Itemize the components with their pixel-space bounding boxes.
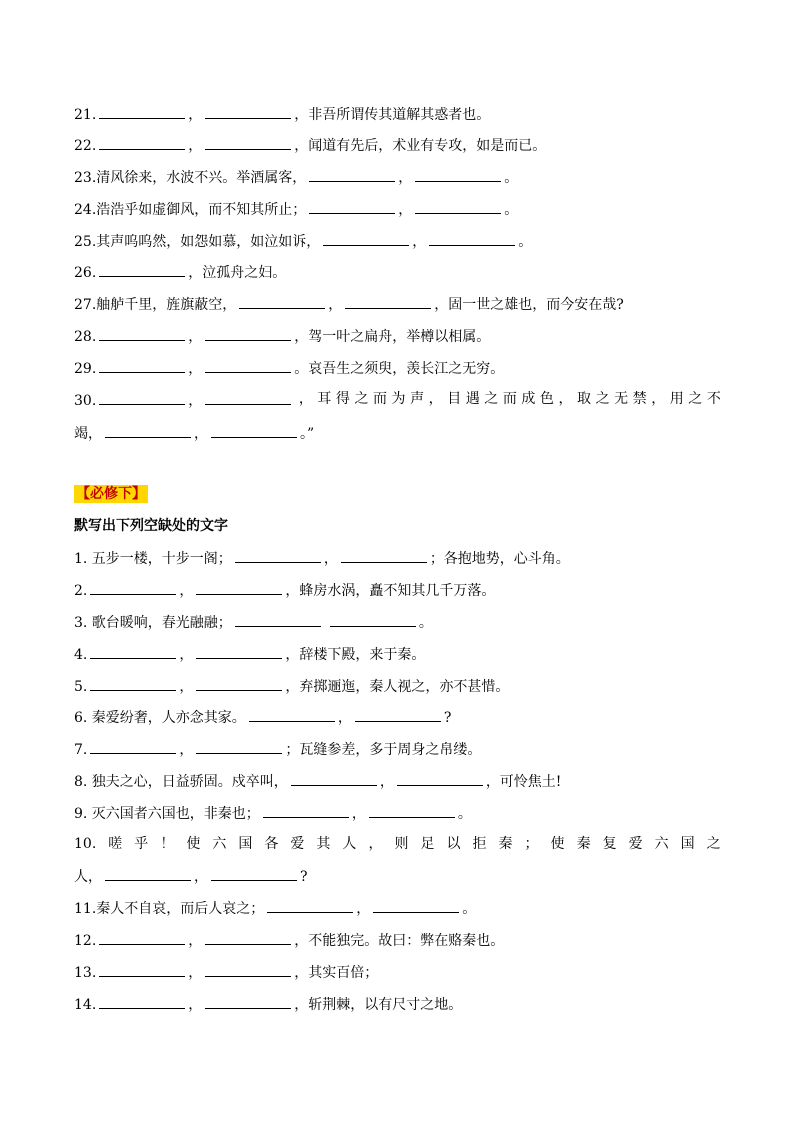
char: 乎: [134, 836, 149, 852]
blank-field[interactable]: [415, 199, 501, 214]
separator: ，: [323, 551, 338, 567]
blank-field[interactable]: [345, 294, 431, 309]
separator: ，: [188, 997, 203, 1013]
question-text: 竭，: [74, 426, 102, 442]
question-text: 人，: [74, 869, 102, 885]
char: 拒: [472, 836, 487, 852]
question-22: [74, 135, 546, 155]
char: 国: [238, 836, 253, 852]
blank-field[interactable]: [330, 612, 416, 627]
blank-field[interactable]: [239, 294, 325, 309]
char: 秦: [498, 836, 513, 852]
question-text: 23.清风徐来，水波不兴。举酒属客，: [74, 170, 307, 186]
char: 为: [391, 391, 406, 407]
question-9: [74, 803, 472, 823]
char: 人: [342, 836, 357, 852]
separator: ，: [328, 297, 343, 313]
separator: ，: [188, 329, 203, 345]
char: 各: [264, 836, 279, 852]
separator: ，: [194, 426, 208, 442]
question-text: 。哀吾生之须臾，羡长江之无穷。: [294, 361, 505, 377]
blank-field[interactable]: [249, 707, 335, 722]
char: 取: [577, 391, 592, 407]
question-3: [74, 612, 433, 632]
separator: ，: [188, 965, 203, 981]
separator: ，: [194, 869, 208, 885]
blank-field[interactable]: [429, 231, 515, 246]
blank-field[interactable]: [341, 548, 427, 563]
separator: ，: [179, 647, 194, 663]
char: 得: [335, 391, 350, 407]
char: 色: [539, 391, 554, 407]
question-text: ，可怜焦土!: [485, 774, 562, 790]
blank-field[interactable]: [267, 898, 353, 913]
blank-field[interactable]: [90, 580, 176, 595]
question-text: ，不能独完。故曰：弊在赂秦也。: [294, 933, 505, 949]
char: 不: [706, 391, 721, 407]
blank-field[interactable]: [99, 326, 185, 341]
char: 之: [354, 391, 369, 407]
char: 无: [614, 391, 629, 407]
blank-field[interactable]: [205, 962, 291, 977]
char: 使: [550, 836, 565, 852]
question-text: 。: [462, 901, 477, 917]
char: 六: [212, 836, 227, 852]
blank-field[interactable]: [196, 739, 282, 754]
question-number: 14.: [74, 997, 97, 1013]
question-25: [74, 231, 532, 251]
char: ，: [651, 391, 666, 407]
blank-field[interactable]: [99, 994, 185, 1009]
char: 目: [447, 391, 462, 407]
question-text: ，固一世之雄也，而今安在哉?: [434, 297, 624, 313]
question-number: 22.: [74, 138, 97, 154]
question-number: 30.: [74, 393, 97, 409]
question-text: ，蜂房水涡，矗不知其几千万落。: [285, 583, 496, 599]
question-10-line2: [74, 866, 308, 886]
question-number: 21.: [74, 107, 97, 123]
question-12: [74, 930, 504, 950]
char: 复: [602, 836, 617, 852]
question-text: ，辞楼下殿，来于秦。: [285, 647, 426, 663]
question-26: [74, 262, 286, 282]
question-text: 。”: [300, 426, 315, 442]
char: 则: [394, 836, 409, 852]
char: ；: [524, 836, 539, 852]
char: 而: [373, 391, 387, 407]
question-24: [74, 199, 518, 219]
char: 秦: [576, 836, 591, 852]
question-text: 。: [504, 202, 519, 218]
question-7: [74, 739, 481, 759]
separator: ，: [351, 806, 366, 822]
char: 用: [669, 391, 684, 407]
blank-field[interactable]: [90, 644, 176, 659]
question-number: 4.: [74, 647, 88, 663]
question-29: [74, 358, 504, 378]
char: 六: [654, 836, 669, 852]
char: ，: [558, 391, 573, 407]
char: 耳: [317, 391, 332, 407]
question-text: ，弃掷逦迤，秦人视之，亦不甚惜。: [285, 679, 510, 695]
question-text: 6. 秦爱纷奢，人亦念其家。: [74, 710, 246, 726]
char: 其: [316, 836, 331, 852]
blank-field[interactable]: [415, 167, 501, 182]
separator: ，: [179, 742, 194, 758]
blank-field[interactable]: [196, 676, 282, 691]
question-text: 8. 独夫之心，日益骄固。戍卒叫，: [74, 774, 288, 790]
blank-field[interactable]: [205, 104, 291, 119]
question-27: [74, 294, 624, 314]
question-23: [74, 167, 518, 187]
char: ！: [160, 836, 175, 852]
blank-field[interactable]: [205, 326, 291, 341]
question-number: 5.: [74, 679, 88, 695]
question-text: 11.秦人不自哀，而后人哀之；: [74, 901, 265, 917]
question-30: [74, 390, 721, 410]
char: 成: [521, 391, 536, 407]
blank-field[interactable]: [355, 707, 441, 722]
question-text: 9. 灭六国者六国也，非秦也；: [74, 806, 260, 822]
question-10: [74, 835, 721, 853]
question-text: ；各抱地势，心斗角。: [429, 551, 570, 567]
question-number: 13.: [74, 965, 97, 981]
blank-field[interactable]: [309, 167, 395, 182]
blank-field[interactable]: [211, 423, 297, 438]
blank-field[interactable]: [323, 231, 409, 246]
blank-field[interactable]: [205, 390, 291, 405]
blank-field[interactable]: [211, 866, 297, 881]
question-text: 24.浩浩乎如虚御风，而不知其所止；: [74, 202, 307, 218]
question-number: 10.: [74, 836, 97, 852]
blank-field[interactable]: [263, 803, 349, 818]
question-text: 1. 五步一楼，十步一阁；: [74, 551, 232, 567]
question-text: 27.舳舻千里，旌旗蔽空，: [74, 297, 237, 313]
blank-field[interactable]: [196, 644, 282, 659]
separator: ，: [188, 138, 203, 154]
question-14: [74, 994, 462, 1014]
blank-field[interactable]: [99, 104, 185, 119]
char: 嗟: [108, 836, 123, 852]
question-30-line1: [74, 390, 721, 410]
char: 遇: [465, 391, 480, 407]
char: 足: [420, 836, 435, 852]
char: 爱: [628, 836, 643, 852]
blank-field[interactable]: [105, 866, 191, 881]
blank-field[interactable]: [205, 358, 291, 373]
separator: ，: [179, 583, 194, 599]
question-text: ，非吾所谓传其道解其惑者也。: [294, 107, 491, 123]
question-number: 26.: [74, 265, 97, 281]
separator: ，: [337, 710, 352, 726]
blank-field[interactable]: [99, 358, 185, 373]
blank-field[interactable]: [99, 135, 185, 150]
separator: ，: [356, 901, 371, 917]
question-4: [74, 644, 425, 664]
question-8: [74, 771, 561, 791]
char: 禁: [632, 391, 647, 407]
char: ，: [298, 391, 313, 407]
question-text: ，驾一叶之扁舟，举樽以相属。: [294, 329, 491, 345]
char: 国: [680, 836, 695, 852]
question-text: ，闻道有先后，术业有专攻，如是而已。: [294, 138, 547, 154]
question-13: [74, 962, 378, 982]
char: 之: [706, 836, 721, 852]
separator: ，: [188, 107, 203, 123]
question-30-line2: [74, 423, 314, 443]
question-number: 28.: [74, 329, 97, 345]
blank-field[interactable]: [205, 994, 291, 1009]
separator: ，: [179, 679, 194, 695]
question-10-line1: [74, 835, 721, 853]
question-text: 。: [457, 806, 472, 822]
question-text: 25.其声呜呜然，如怨如慕，如泣如诉，: [74, 234, 321, 250]
blank-field[interactable]: [235, 612, 321, 627]
question-text: ，其实百倍；: [294, 965, 379, 981]
question-28: [74, 326, 490, 346]
blank-field[interactable]: [99, 262, 185, 277]
char: ，: [368, 836, 383, 852]
blank-field[interactable]: [235, 548, 321, 563]
question-text: ?: [443, 710, 452, 726]
char: 声: [410, 391, 425, 407]
char: 之: [688, 391, 703, 407]
separator: ，: [379, 774, 394, 790]
question-text: ，斩荆棘，以有尺寸之地。: [294, 997, 463, 1013]
question-2: [74, 580, 495, 600]
separator: ，: [188, 933, 203, 949]
blank-field[interactable]: [90, 739, 176, 754]
separator: ，: [398, 170, 413, 186]
separator: ，: [398, 202, 413, 218]
blank-field[interactable]: [205, 930, 291, 945]
question-21: [74, 104, 490, 124]
blank-field[interactable]: [99, 930, 185, 945]
question-number: 12.: [74, 933, 97, 949]
question-11: [74, 898, 476, 918]
blank-field[interactable]: [369, 803, 455, 818]
question-text: ，泣孤舟之妇。: [188, 265, 287, 281]
char: 之: [484, 391, 499, 407]
blank-field[interactable]: [99, 962, 185, 977]
blank-field[interactable]: [291, 771, 377, 786]
question-text: 。: [418, 615, 433, 631]
blank-field[interactable]: [196, 580, 282, 595]
question-number: 7.: [74, 742, 88, 758]
question-text: 。: [518, 234, 533, 250]
question-6: [74, 707, 451, 727]
char: 使: [186, 836, 201, 852]
char: 之: [595, 391, 610, 407]
question-text: ；瓦缝参差，多于周身之帛缕。: [285, 742, 482, 758]
question-text: 。: [504, 170, 519, 186]
separator: ，: [412, 234, 427, 250]
section-heading: 默写出下列空缺处的文字: [74, 518, 228, 534]
blank-field[interactable]: [105, 423, 191, 438]
separator: ，: [188, 361, 203, 377]
question-text: ?: [300, 869, 308, 885]
question-5: [74, 676, 509, 696]
section-tag: 【必修下】: [76, 486, 146, 502]
question-number: 2.: [74, 583, 88, 599]
question-text: 3. 歌台暖响，春光融融；: [74, 615, 232, 631]
char: 爱: [290, 836, 305, 852]
char: 以: [446, 836, 461, 852]
char: 而: [502, 391, 517, 407]
blank-field[interactable]: [309, 199, 395, 214]
question-number: 29.: [74, 361, 97, 377]
blank-field[interactable]: [99, 390, 185, 405]
char: ，: [428, 391, 443, 407]
blank-field[interactable]: [397, 771, 483, 786]
separator: ，: [188, 393, 203, 409]
q30-lead: [74, 390, 294, 410]
blank-field[interactable]: [205, 135, 291, 150]
blank-field[interactable]: [373, 898, 459, 913]
question-1: [74, 548, 570, 568]
blank-field[interactable]: [90, 676, 176, 691]
